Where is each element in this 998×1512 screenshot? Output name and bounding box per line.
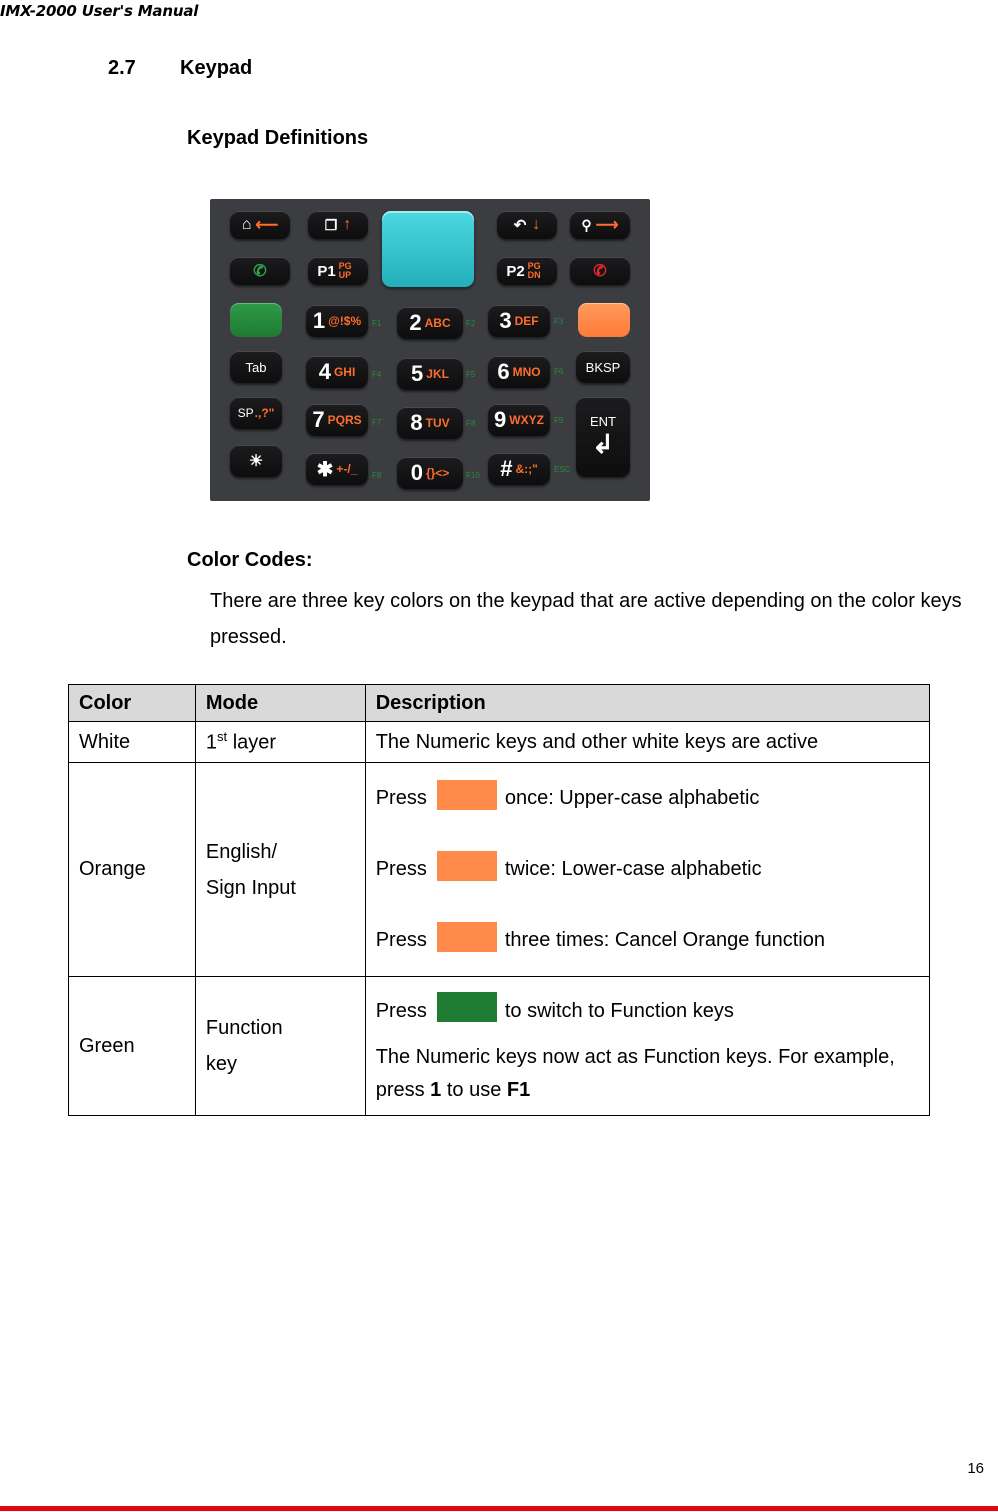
col-header-mode: Mode: [195, 685, 365, 722]
press-label: Press: [375, 999, 427, 1022]
arrow-up-icon: ↑: [343, 216, 352, 233]
press-label: Press: [375, 929, 427, 951]
backlight-key: [230, 445, 282, 477]
key-3-orange: DEF: [514, 314, 539, 328]
orange-key-swatch: [437, 851, 497, 881]
call-key: [230, 257, 290, 285]
fn-label-f8: F8: [466, 419, 476, 428]
table-row-orange: [69, 763, 930, 977]
key-3: [488, 305, 550, 337]
key-6: [488, 356, 550, 388]
desc-green-1: to switch to Function keys: [504, 999, 734, 1022]
cell-desc-green: [365, 977, 929, 1116]
mode-white-rest: layer: [227, 731, 277, 754]
p1-key: [308, 257, 368, 285]
key-star-orange: +-/_: [336, 462, 358, 476]
key-7-digit: 7: [312, 407, 325, 432]
desc-orange-2: twice: Lower-case alphabetic: [504, 858, 762, 880]
key-4-digit: 4: [318, 359, 331, 384]
fn-label-f4: F4: [372, 370, 382, 379]
mode-white-sup: st: [217, 729, 228, 745]
key-5: [397, 358, 463, 390]
keypad-image: [210, 199, 650, 501]
key-8: [397, 407, 463, 439]
key-5-orange: JKL: [426, 367, 449, 381]
fn-label-f6: F6: [554, 367, 564, 376]
space-key: [230, 397, 282, 429]
key-hash: [488, 453, 550, 485]
mode-orange-line1: English/: [205, 840, 278, 863]
mode-green-line2: key: [205, 1053, 238, 1075]
desc-green-2a: The Numeric keys now act as Function keys. For example, press: [375, 1046, 895, 1101]
copy-icon: ❐: [324, 216, 338, 233]
arrow-down-icon: ↓: [532, 216, 541, 233]
enter-arrow-icon: ↲: [592, 429, 614, 459]
p1-orange-label: PG UP: [338, 261, 352, 280]
key-9-orange: WXYZ: [509, 413, 544, 427]
bksp-key: [576, 351, 630, 383]
col-header-color: Color: [69, 685, 196, 722]
key-5-digit: 5: [411, 361, 424, 386]
key-4-orange: GHI: [333, 365, 356, 379]
space-orange: .,?": [254, 406, 275, 420]
key-8-digit: 8: [410, 410, 423, 435]
sun-icon: ☀: [248, 453, 264, 470]
section-title: Keypad: [180, 57, 253, 79]
back-down-key: [497, 211, 557, 239]
arrow-right-icon: ⟶: [595, 217, 619, 234]
center-scan-key: [382, 211, 474, 287]
desc-green-2c: to use: [441, 1079, 507, 1101]
press-label: Press: [375, 787, 427, 809]
table-row-white: [69, 722, 930, 763]
enter-key: [576, 397, 630, 477]
home-left-key: [230, 211, 290, 239]
fn-label-f7: F7: [372, 418, 382, 427]
desc-green-line-2: [376, 1041, 929, 1111]
orange-key-swatch: [437, 922, 497, 952]
key-1-orange: @!$%: [328, 314, 362, 328]
key-2-orange: ABC: [424, 316, 451, 330]
desc-orange-line-1: [376, 763, 929, 834]
key-0: [397, 457, 463, 489]
cell-mode-white: [195, 722, 365, 763]
desc-orange-line-3: [376, 905, 929, 976]
color-codes-paragraph: There are three key colors on the keypad that are active depending on the color keys pressed.: [210, 590, 962, 648]
key-2-digit: 2: [409, 310, 422, 335]
key-6-orange: MNO: [512, 365, 541, 379]
desc-green-line-1: [376, 981, 929, 1041]
key-1-digit: 1: [312, 308, 326, 333]
fn-label-esc: ESC: [554, 465, 571, 474]
orange-alpha-key: [578, 303, 630, 337]
search-right-key: [570, 211, 630, 239]
desc-green-2d: F1: [506, 1079, 531, 1101]
subheading: Keypad Definitions: [187, 127, 369, 149]
arrow-left-icon: ⟵: [255, 217, 279, 234]
desc-orange-1: once: Upper-case alphabetic: [504, 787, 760, 809]
cell-desc-orange: [365, 763, 929, 977]
fn-label-f10: F10: [466, 471, 480, 480]
press-label: Press: [375, 858, 427, 880]
p2-key: [497, 257, 557, 285]
fn-label-f2: F2: [466, 319, 476, 328]
table-header-row: [69, 685, 930, 722]
col-header-description: Description: [365, 685, 929, 722]
cell-mode-orange: [195, 763, 365, 977]
cell-color-green: Green: [69, 977, 196, 1116]
running-header: IMX-2000 User's Manual: [0, 2, 199, 20]
back-icon: ↶: [513, 217, 527, 234]
cell-mode-green: [195, 977, 365, 1116]
key-0-digit: 0: [410, 460, 423, 485]
footer-rule: [0, 1506, 998, 1511]
bksp-label: BKSP: [585, 359, 621, 375]
end-call-key: [570, 257, 630, 285]
space-label: SP: [237, 406, 254, 420]
key-2: [397, 307, 463, 339]
key-8-orange: TUV: [425, 416, 450, 430]
fn-label-f5: F5: [466, 370, 476, 379]
fn-label-star: F8: [372, 471, 382, 480]
key-7: [306, 404, 368, 436]
key-7-orange: PQRS: [327, 413, 362, 427]
tab-key: [230, 351, 282, 383]
color-codes-heading: Color Codes:: [187, 549, 313, 571]
key-6-digit: 6: [497, 359, 510, 384]
p2-label: P2: [506, 262, 525, 280]
search-icon: ⚲: [581, 216, 592, 233]
enter-label: ENT: [590, 414, 616, 429]
key-4: [306, 356, 368, 388]
key-0-orange: {}<>: [425, 466, 450, 480]
key-9: [488, 404, 550, 436]
green-key-swatch: [437, 992, 497, 1022]
fn-label-f3: F3: [554, 317, 564, 326]
p2-orange-label: PG DN: [527, 261, 541, 280]
mode-green-line1: Function: [205, 1017, 283, 1039]
home-icon: ⌂: [241, 216, 252, 233]
fn-label-f9: F9: [554, 416, 564, 425]
cell-desc-white: The Numeric keys and other white keys are active: [365, 722, 929, 763]
key-hash-symbol: #: [500, 456, 513, 481]
desc-green-2b: 1: [430, 1079, 442, 1101]
page-number: 16: [967, 1460, 984, 1477]
cell-color-white: White: [69, 722, 196, 763]
desc-orange-3: three times: Cancel Orange function: [504, 929, 825, 951]
mode-white-base: 1: [205, 731, 218, 754]
color-codes-table: [68, 684, 930, 1116]
key-star-symbol: ✱: [316, 458, 334, 481]
phone-hangup-icon: ✆: [593, 263, 607, 280]
key-9-digit: 9: [494, 407, 507, 432]
key-hash-orange: &:;": [515, 462, 538, 476]
p1-label: P1: [317, 262, 336, 280]
key-3-digit: 3: [499, 308, 512, 333]
section-number: 2.7: [108, 57, 136, 79]
key-1: [306, 305, 368, 337]
orange-key-swatch: [437, 780, 497, 810]
desc-orange-line-2: [376, 834, 929, 905]
table-row-green: [69, 977, 930, 1116]
phone-call-icon: ✆: [253, 263, 267, 280]
key-star: [306, 453, 368, 485]
tab-label: Tab: [245, 359, 267, 375]
green-function-key: [230, 303, 282, 337]
mode-orange-line2: Sign Input: [205, 876, 296, 899]
cell-color-orange: Orange: [69, 763, 196, 977]
fn-label-f1: F1: [372, 319, 382, 328]
copy-up-key: [308, 211, 368, 239]
